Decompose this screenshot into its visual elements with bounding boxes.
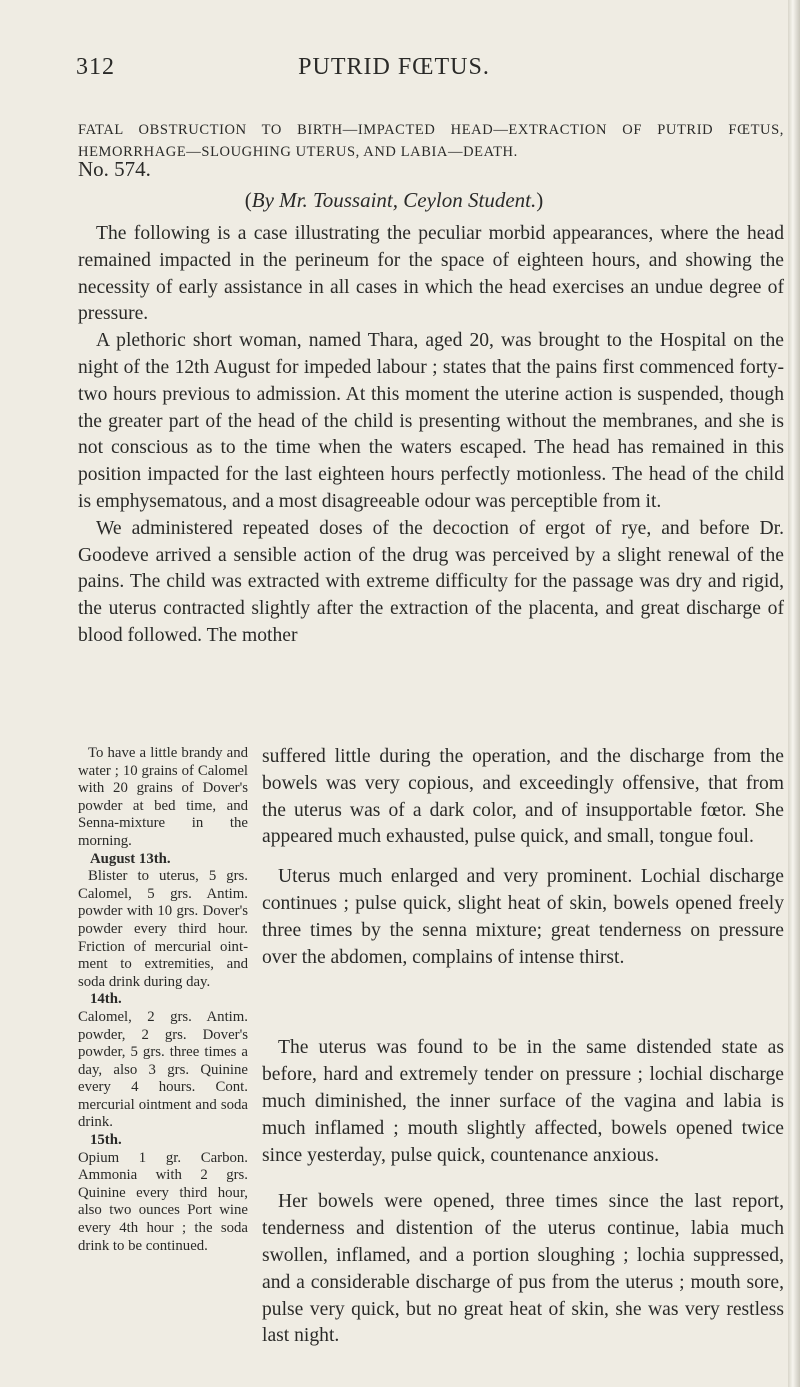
continuation-paragraph: suffered little during the operation, and the discharge from the bowels was very copious, and exceedingly offensive, that from the uterus was of a dark color, and of insupportable fœtor. She appeared much exhausted, pulse quick, and small, tongue foul. <box>262 746 784 848</box>
side-note-4: Opium 1 gr. Carbon. Ammonia with 2 grs. Quinine every third hour, also two ounces Port wine every 4th hour ; the soda drink to be continued. <box>78 1149 248 1254</box>
page-number: 312 <box>76 54 115 80</box>
case-byline: (By Mr. Toussaint, Ceylon Student.) <box>244 188 544 212</box>
date-15-label: 15th. <box>90 1132 122 1149</box>
date-13-label: August 13th. <box>90 850 171 867</box>
date-14-label: 14th. <box>90 991 122 1008</box>
case-number: No. 574. <box>78 157 151 181</box>
case-body <box>78 221 784 650</box>
entry-august-15: Her bowels were opened, three times since the last report, tenderness and distention of the uterus continue, labia much swollen, inflamed, and a portion sloughing ; lochia suppressed, and a considerable discharge of pus from the uterus ; mouth sore, pulse very quick, but no great heat of skin, she was very restless last night. <box>262 1191 784 1347</box>
case-progress-column <box>262 745 784 1350</box>
byline-text: By Mr. Toussaint, Ceylon Student. <box>251 188 537 212</box>
side-note-2: Blister to uterus, 5 grs. Calomel, 5 grs. Antim. powder with 10 grs. Dover's powder every third hour. Friction of mercurial oint-ment to extremities, and soda drink during day. <box>78 868 248 990</box>
treatment-side-notes <box>78 745 248 1255</box>
body-paragraph-3: We administered repeated doses of the decoction of ergot of rye, and before Dr. Goodeve arrived a sensible action of the drug was perceived by a slight renewal of the pains. The child was extracted with extreme difficulty for the passage was dry and rigid, the uterus contracted slightly after the extraction of the placenta, and great discharge of blood followed. The mother <box>78 517 784 646</box>
side-note-date-13 <box>78 851 248 869</box>
side-note-3: Calomel, 2 grs. Antim. powder, 2 grs. Dover's powder, 5 grs. three times a day, also 3 grs. Quinine every 4 hours. Cont. mercurial ointment and soda drink. <box>78 1008 248 1131</box>
case-heading: FATAL OBSTRUCTION TO BIRTH—IMPACTED HEAD—EXTRACTION OF PUTRID FŒTUS, HEMORRHAGE—SLOUGHING UTERUS, AND LABIA—DEATH. <box>78 122 784 160</box>
page-edge <box>788 0 800 1387</box>
entry-august-14: The uterus was found to be in the same distended state as before, hard and extremely tender on pressure ; lochial discharge much diminished, the inner surface of the vagina and labia is much inflamed ; mouth slightly affected, bowels opened twice since yesterday, pulse quick, countenance anxious. <box>262 1037 784 1166</box>
body-paragraph-1: The following is a case illustrating the peculiar morbid appearances, where the head remained impacted in the perineum for the space of eighteen hours, and showing the necessity of early assistance in all cases in which the head exercises an undue degree of pressure. <box>78 223 784 325</box>
running-head: PUTRID FŒTUS. <box>298 54 490 80</box>
side-note-1: To have a little brandy and water ; 10 grains of Calomel with 20 grains of Dover's powder at bed time, and Senna-mixture in the morning. <box>78 745 248 849</box>
body-paragraph-2: A plethoric short woman, named Thara, aged 20, was brought to the Hospital on the night of the 12th August for impeded labour ; states that the pains first commenced forty-two hours previous to admission. At this moment the uterine action is suspended, though the greater part of the head of the child is presenting without the membranes, and she is not conscious as to the time when the waters escaped. The head has remained in this position impacted for the last eighteen hours perfectly motionless. The head of the child is emphysematous, and a most disagreeable odour was perceptible from it. <box>78 330 784 512</box>
side-note-date-15 <box>78 1132 248 1150</box>
side-note-date-14 <box>78 991 248 1009</box>
page-header <box>0 54 788 84</box>
entry-august-13: Uterus much enlarged and very prominent. Lochial discharge continues ; pulse quick, slight heat of skin, bowels opened freely three times by the senna mixture; great tenderness on pressure over the abdomen, complains of intense thirst. <box>262 866 784 968</box>
